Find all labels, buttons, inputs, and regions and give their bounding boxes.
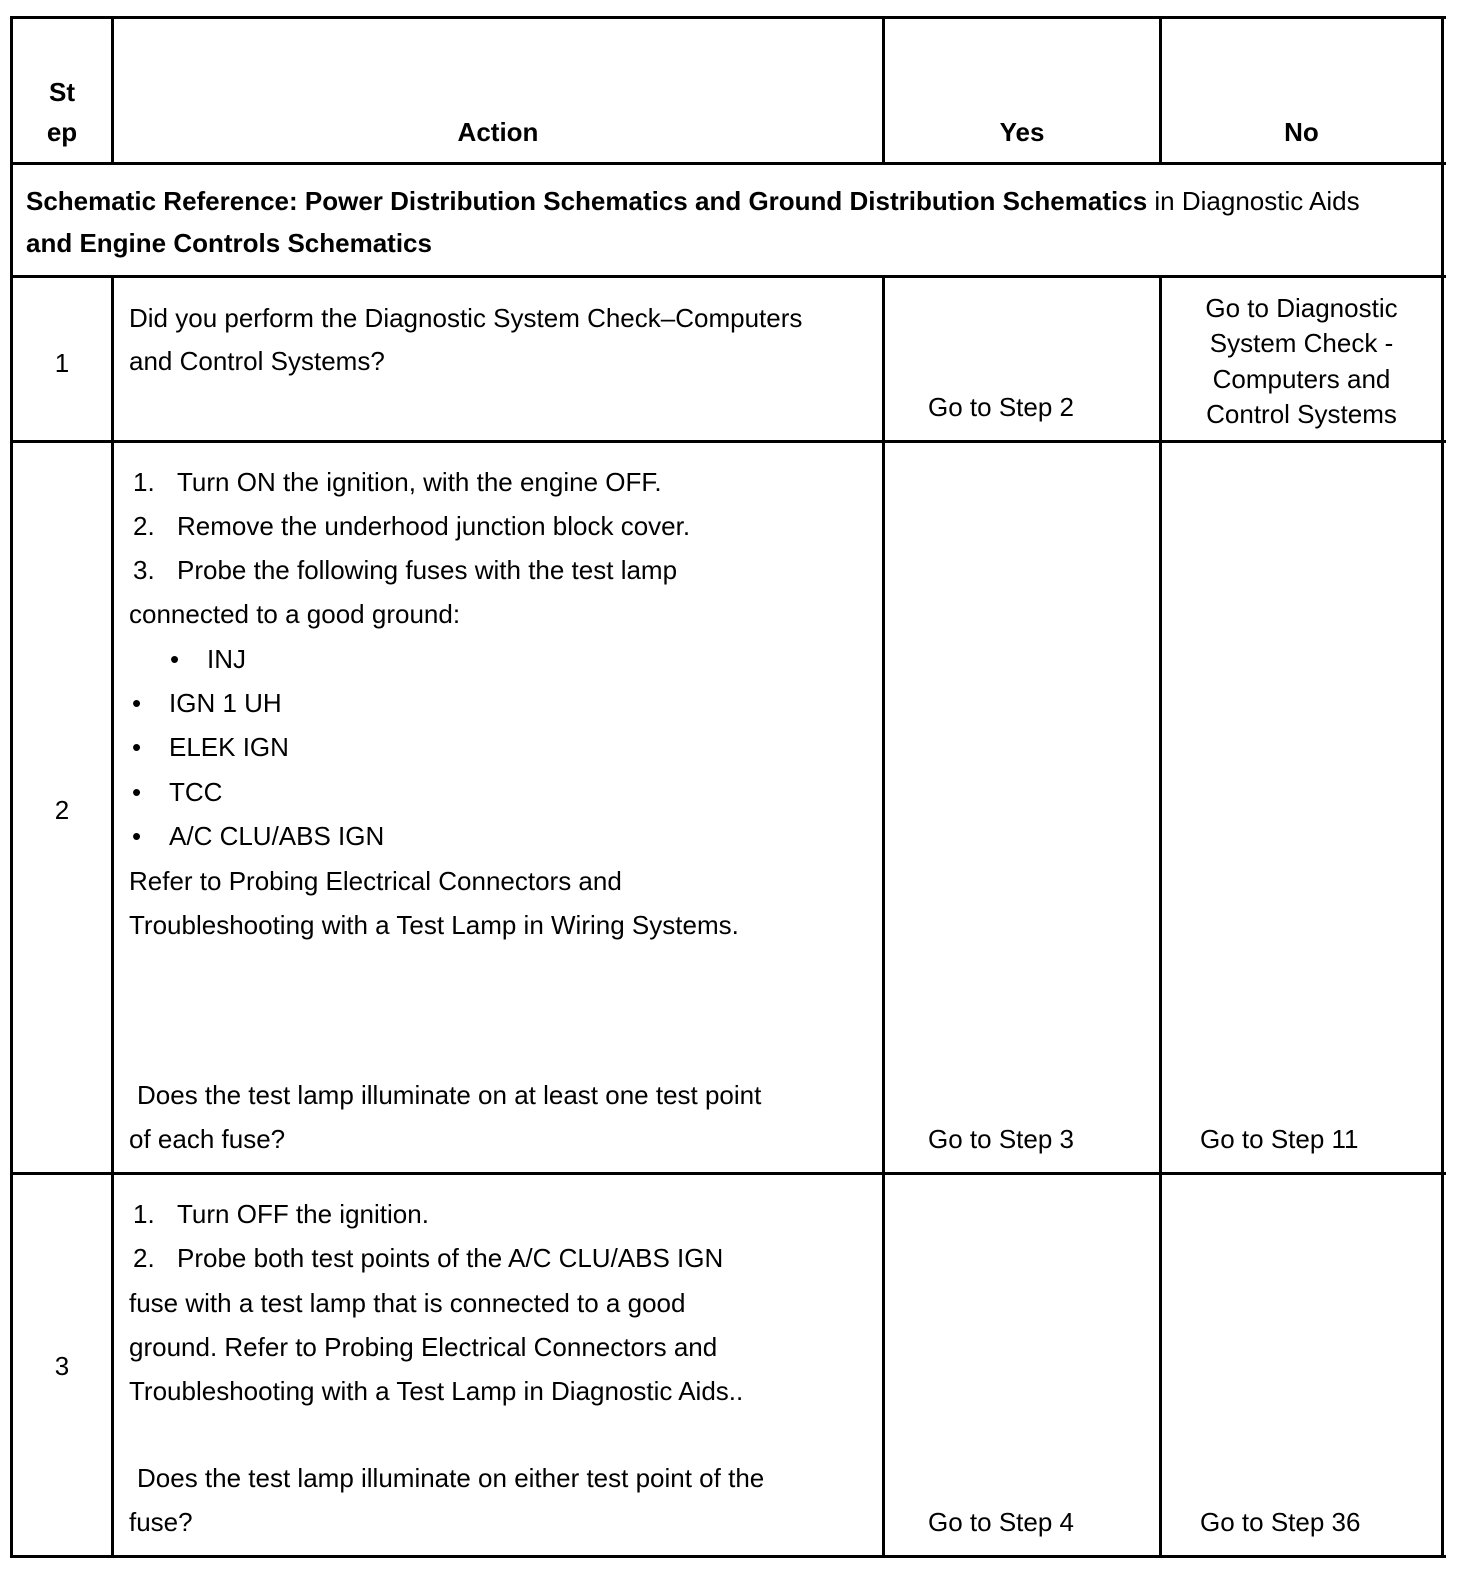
table-border-top <box>10 16 1446 19</box>
step3-item-1: Turn OFF the ignition. <box>177 1199 429 1229</box>
table-border-bottom <box>10 1555 1446 1558</box>
bullet-dot-icon: • <box>170 644 180 674</box>
schematic-divider <box>10 275 1446 278</box>
bullet-dot-icon: • <box>132 777 142 807</box>
fuse-list-item: INJ <box>207 644 246 674</box>
bullet-dot-icon: • <box>132 821 142 851</box>
step3-question-line2: fuse? <box>129 1507 193 1537</box>
step2-item-3: Probe the following fuses with the test lamp <box>177 555 678 585</box>
fuse-list-item: ELEK IGN <box>169 732 289 762</box>
step1-no-line1: Go to Diagnostic <box>1205 293 1398 323</box>
schematic-reference-line1 <box>26 188 1360 214</box>
step3-continuation-line3: Troubleshooting with a Test Lamp in Diagnostic Aids.. <box>129 1376 744 1406</box>
schematic-reference-bold: Schematic Reference: Power Distribution Schematics and Ground Distribution Schematics <box>26 186 1148 216</box>
header-step-line2: ep <box>46 117 78 147</box>
step3-yes: Go to Step 4 <box>928 1507 1074 1537</box>
step3-continuation-line1: fuse with a test lamp that is connected to a good <box>129 1288 686 1318</box>
step1-yes: Go to Step 2 <box>928 392 1074 422</box>
table-border-left <box>10 16 13 1558</box>
row-divider-step2 <box>10 1172 1446 1175</box>
step-number-1: 1 <box>54 348 70 378</box>
col-divider-action <box>882 275 885 1558</box>
diagnostic-table <box>10 16 1446 1560</box>
step2-refer-line2: Troubleshooting with a Test Lamp in Wiring Systems. <box>129 910 739 940</box>
step-number-3: 3 <box>54 1351 70 1381</box>
step2-num-2: 2. <box>133 511 155 541</box>
step2-num-3: 3. <box>133 555 155 585</box>
table-border-right <box>1441 16 1444 1558</box>
step3-no: Go to Step 36 <box>1200 1507 1361 1537</box>
step2-item-2: Remove the underhood junction block cover. <box>177 511 691 541</box>
col-divider-step <box>111 275 114 1558</box>
step1-no-line3: Computers and <box>1212 364 1391 394</box>
header-action: Action <box>457 117 539 147</box>
step3-question-line1: Does the test lamp illuminate on either test point of the <box>137 1463 765 1493</box>
step3-continuation-line2: ground. Refer to Probing Electrical Connectors and <box>129 1332 718 1362</box>
step2-no: Go to Step 11 <box>1200 1124 1359 1154</box>
step2-yes: Go to Step 3 <box>928 1124 1074 1154</box>
header-yes: Yes <box>999 117 1045 147</box>
step2-refer-line1: Refer to Probing Electrical Connectors and <box>129 866 622 896</box>
step3-item-2: Probe both test points of the A/C CLU/ABS IGN <box>177 1243 724 1273</box>
step1-no-line4: Control Systems <box>1206 399 1397 429</box>
schematic-reference-line2: and Engine Controls Schematics <box>26 228 432 258</box>
step2-question-line2: of each fuse? <box>129 1124 286 1154</box>
header-no: No <box>1284 117 1319 147</box>
step-number-2: 2 <box>54 795 70 825</box>
col-divider-yes <box>1159 275 1162 1558</box>
header-step-line1: St <box>49 77 75 107</box>
step2-question-line1: Does the test lamp illuminate on at least one test point <box>137 1080 762 1110</box>
step1-action-line2: and Control Systems? <box>129 346 385 376</box>
fuse-list-item: IGN 1 UH <box>169 688 282 718</box>
step3-num-2: 2. <box>133 1243 155 1273</box>
bullet-dot-icon: • <box>132 732 142 762</box>
step1-no-line2: System Check - <box>1209 328 1394 358</box>
row-divider-step1 <box>10 440 1446 443</box>
step2-num-1: 1. <box>133 467 155 497</box>
fuse-list-item: A/C CLU/ABS IGN <box>169 821 385 851</box>
step2-continuation: connected to a good ground: <box>129 599 461 629</box>
schematic-reference-normal: in Diagnostic Aids <box>1154 186 1360 216</box>
header-divider <box>10 162 1446 165</box>
step2-item-1: Turn ON the ignition, with the engine OFF. <box>177 467 662 497</box>
bullet-dot-icon: • <box>132 688 142 718</box>
step3-num-1: 1. <box>133 1199 155 1229</box>
fuse-list-item: TCC <box>169 777 223 807</box>
step1-action-line1: Did you perform the Diagnostic System Check–Computers <box>129 303 803 333</box>
